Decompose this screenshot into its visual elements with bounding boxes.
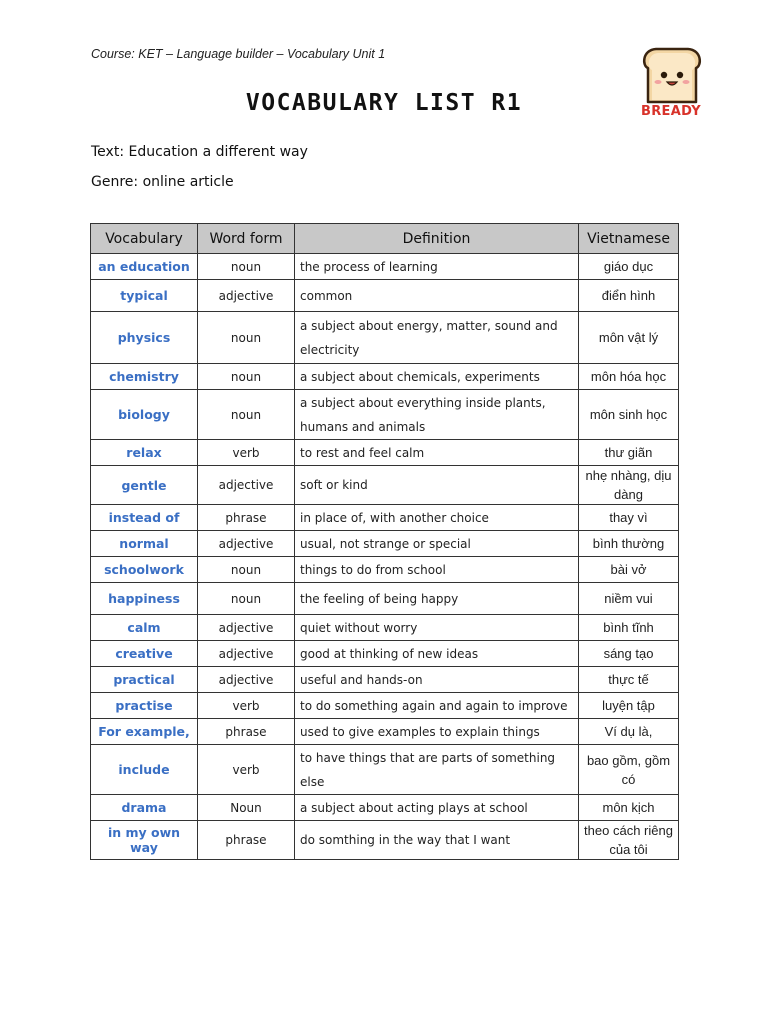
vocab-word-cell: typical — [91, 280, 198, 312]
vietnamese-cell: môn kịch — [579, 795, 679, 821]
vietnamese-cell: theo cách riêng của tôi — [579, 821, 679, 860]
vocab-word-cell: chemistry — [91, 364, 198, 390]
vocab-word-cell: For example, — [91, 719, 198, 745]
word-form-cell: phrase — [198, 505, 295, 531]
table-header-row — [91, 224, 679, 254]
vietnamese-cell: luyện tập — [579, 693, 679, 719]
word-form-cell: noun — [198, 312, 295, 364]
table-row — [91, 667, 679, 693]
vocab-word-cell: gentle — [91, 466, 198, 505]
vietnamese-cell: môn hóa học — [579, 364, 679, 390]
definition-cell: things to do from school — [295, 557, 579, 583]
table-row — [91, 505, 679, 531]
table-row — [91, 583, 679, 615]
vietnamese-cell: bài vở — [579, 557, 679, 583]
definition-cell: a subject about acting plays at school — [295, 795, 579, 821]
definition-cell: a subject about energy, matter, sound and electricity — [295, 312, 579, 364]
word-form-cell: Noun — [198, 795, 295, 821]
table-body — [91, 254, 679, 860]
vietnamese-cell: môn vật lý — [579, 312, 679, 364]
header-definition: Definition — [295, 224, 579, 254]
word-form-cell: adjective — [198, 615, 295, 641]
word-form-cell: phrase — [198, 719, 295, 745]
word-form-cell: adjective — [198, 641, 295, 667]
word-form-cell: adjective — [198, 531, 295, 557]
vietnamese-cell: sáng tạo — [579, 641, 679, 667]
word-form-cell: noun — [198, 583, 295, 615]
vocab-word-cell: calm — [91, 615, 198, 641]
definition-cell: common — [295, 280, 579, 312]
vietnamese-cell: bình thường — [579, 531, 679, 557]
definition-cell: the process of learning — [295, 254, 579, 280]
word-form-cell: noun — [198, 364, 295, 390]
vietnamese-cell: niềm vui — [579, 583, 679, 615]
vocab-word-cell: schoolwork — [91, 557, 198, 583]
definition-cell: the feeling of being happy — [295, 583, 579, 615]
table-row — [91, 280, 679, 312]
vocab-word-cell: biology — [91, 390, 198, 440]
table-row — [91, 364, 679, 390]
table-row — [91, 557, 679, 583]
header-vocabulary: Vocabulary — [91, 224, 198, 254]
vocab-word-cell: drama — [91, 795, 198, 821]
vietnamese-cell: thay vì — [579, 505, 679, 531]
table-row — [91, 745, 679, 795]
vietnamese-cell: điển hình — [579, 280, 679, 312]
vocab-word-cell: instead of — [91, 505, 198, 531]
word-form-cell: adjective — [198, 466, 295, 505]
vietnamese-cell: bao gồm, gồm có — [579, 745, 679, 795]
vietnamese-cell: nhẹ nhàng, dịu dàng — [579, 466, 679, 505]
vocab-word-cell: relax — [91, 440, 198, 466]
page-title: VOCABULARY LIST R1 — [245, 90, 523, 116]
word-form-cell: verb — [198, 440, 295, 466]
definition-cell: in place of, with another choice — [295, 505, 579, 531]
text-source-line: Text: Education a different way — [91, 144, 308, 160]
word-form-cell: adjective — [198, 280, 295, 312]
definition-cell: to have things that are parts of something else — [295, 745, 579, 795]
vocab-word-cell: include — [91, 745, 198, 795]
definition-cell: used to give examples to explain things — [295, 719, 579, 745]
table-row — [91, 641, 679, 667]
table-row — [91, 312, 679, 364]
definition-cell: soft or kind — [295, 466, 579, 505]
vietnamese-cell: thực tế — [579, 667, 679, 693]
header-vietnamese: Vietnamese — [579, 224, 679, 254]
definition-cell: do somthing in the way that I want — [295, 821, 579, 860]
course-line: Course: KET – Language builder – Vocabulary Unit 1 — [91, 47, 386, 61]
table-row — [91, 821, 679, 860]
table-row — [91, 254, 679, 280]
vietnamese-cell: giáo dục — [579, 254, 679, 280]
vocab-word-cell: practical — [91, 667, 198, 693]
definition-cell: to rest and feel calm — [295, 440, 579, 466]
definition-cell: useful and hands-on — [295, 667, 579, 693]
table-row — [91, 531, 679, 557]
word-form-cell: verb — [198, 745, 295, 795]
definition-cell: usual, not strange or special — [295, 531, 579, 557]
genre-line: Genre: online article — [91, 174, 234, 190]
table-row — [91, 693, 679, 719]
word-form-cell: phrase — [198, 821, 295, 860]
vocab-word-cell: in my own way — [91, 821, 198, 860]
vietnamese-cell: Ví dụ là, — [579, 719, 679, 745]
table-row — [91, 390, 679, 440]
vocab-word-cell: creative — [91, 641, 198, 667]
word-form-cell: noun — [198, 557, 295, 583]
vocab-word-cell: normal — [91, 531, 198, 557]
header-word-form: Word form — [198, 224, 295, 254]
vocab-word-cell: practise — [91, 693, 198, 719]
vietnamese-cell: bình tĩnh — [579, 615, 679, 641]
table-row — [91, 440, 679, 466]
word-form-cell: verb — [198, 693, 295, 719]
table-row — [91, 615, 679, 641]
word-form-cell: noun — [198, 390, 295, 440]
table-row — [91, 466, 679, 505]
vietnamese-cell: môn sinh học — [579, 390, 679, 440]
word-form-cell: adjective — [198, 667, 295, 693]
definition-cell: a subject about chemicals, experiments — [295, 364, 579, 390]
definition-cell: quiet without worry — [295, 615, 579, 641]
vocab-word-cell: an education — [91, 254, 198, 280]
vocab-word-cell: happiness — [91, 583, 198, 615]
table-row — [91, 795, 679, 821]
logo-wordmark: BREADY — [641, 104, 701, 119]
definition-cell: good at thinking of new ideas — [295, 641, 579, 667]
vocabulary-table — [90, 223, 679, 860]
vietnamese-cell: thư giãn — [579, 440, 679, 466]
table-row — [91, 719, 679, 745]
vocab-word-cell: physics — [91, 312, 198, 364]
word-form-cell: noun — [198, 254, 295, 280]
definition-cell: to do something again and again to improve — [295, 693, 579, 719]
definition-cell: a subject about everything inside plants, humans and animals — [295, 390, 579, 440]
